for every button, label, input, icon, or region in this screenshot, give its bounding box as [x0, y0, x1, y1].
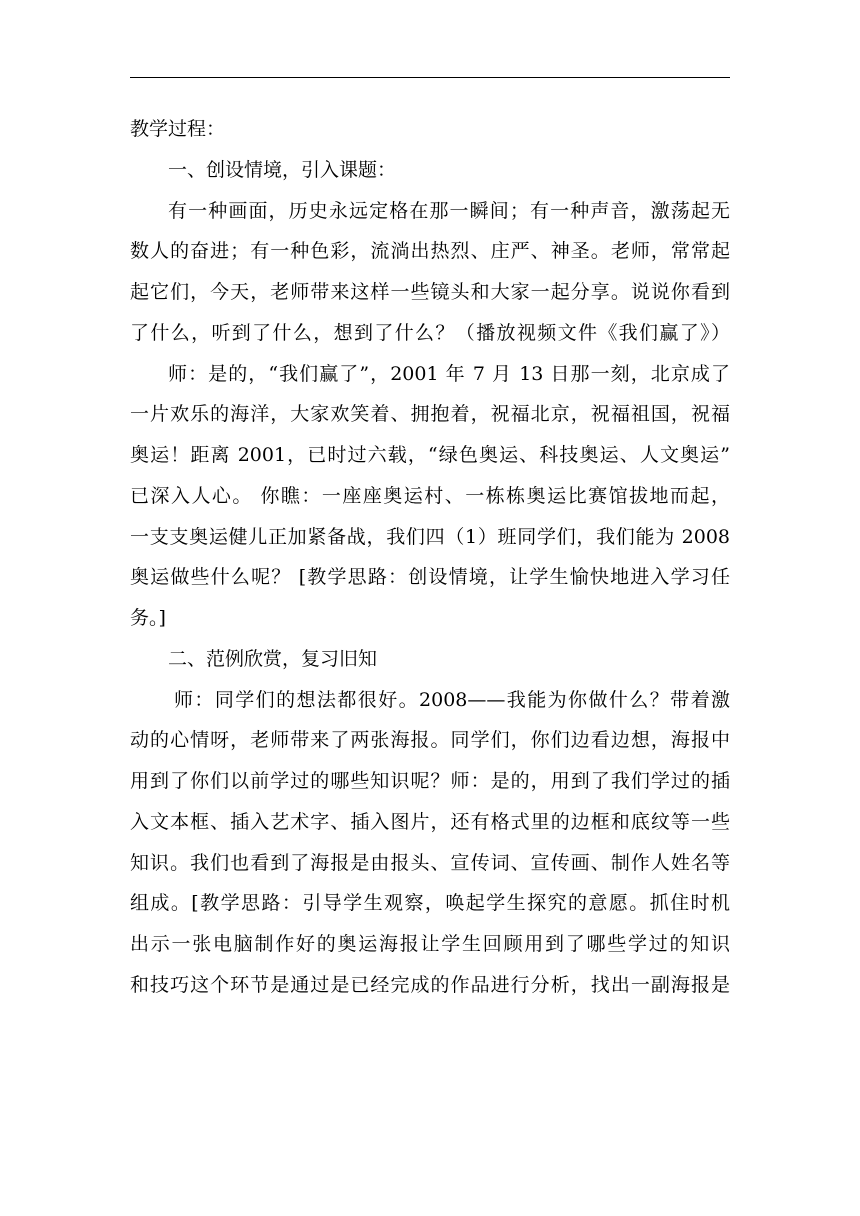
text-line: 师：是的，“我们赢了”，2001 年 7 月 13 日那一刻，北京成了: [168, 362, 730, 385]
text-line: 有一种画面，历史永远定格在那一瞬间；有一种声音，激荡起无: [168, 199, 730, 222]
header-rule: [130, 77, 730, 78]
text-line: 入文本框、插入艺术字、插入图片，还有格式里的边框和底纹等一些: [130, 810, 730, 833]
document-heading: 教学过程：: [130, 118, 226, 140]
text-line: 知识。我们也看到了海报是由报头、宣传词、宣传画、制作人姓名等: [130, 851, 730, 874]
text-line: 起它们，今天，老师带来这样一些镜头和大家一起分享。说说你看到: [130, 281, 730, 303]
section-1-paragraph-2: [130, 354, 730, 639]
text-line: 一支支奥运健儿正加紧备战，我们四（1）班同学们，我们能为 2008: [130, 525, 730, 548]
text-line: 务。]: [130, 607, 166, 629]
document-body: [130, 109, 730, 1006]
text-line: 动的心情呀，老师带来了两张海报。同学们，你们边看边想，海报中: [130, 729, 730, 752]
text-line: 了什么，听到了什么，想到了什么？（播放视频文件《我们赢了》）: [130, 321, 730, 344]
text-line: 奥运做些什么呢？ [教学思路：创设情境，让学生愉快地进入学习任: [130, 566, 730, 589]
text-line: 数人的奋进；有一种色彩，流淌出热烈、庄严、神圣。老师，常常起: [130, 240, 730, 263]
section-1-paragraph-1: [130, 191, 730, 354]
section-2-paragraph-1: [130, 680, 730, 1006]
text-line: 和技巧这个环节是通过是已经完成的作品进行分析，找出一副海报是: [130, 973, 730, 996]
text-line: 用到了你们以前学过的哪些知识呢？师：是的，用到了我们学过的插: [130, 770, 730, 792]
section-1-title: 一、创设情境，引入课题：: [168, 158, 397, 181]
text-line: 出示一张电脑制作好的奥运海报让学生回顾用到了哪些学过的知识: [130, 933, 730, 955]
text-line: 奥运！距离 2001，已时过六载，“绿色奥运、科技奥运、人文奥运”: [130, 444, 730, 466]
text-line: 师：同学们的想法都很好。2008——我能为你做什么？带着激: [174, 688, 730, 711]
text-line: 组成。[教学思路：引导学生观察，唤起学生探究的意愿。抓住时机: [130, 892, 730, 915]
text-line: 已深入人心。 你瞧：一座座奥运村、一栋栋奥运比赛馆拔地而起，: [130, 484, 730, 507]
section-2-title: 二、范例欣赏，复习旧知: [168, 647, 378, 670]
text-line: 一片欢乐的海洋，大家欢笑着、拥抱着，祝福北京，祝福祖国，祝福: [130, 403, 730, 426]
